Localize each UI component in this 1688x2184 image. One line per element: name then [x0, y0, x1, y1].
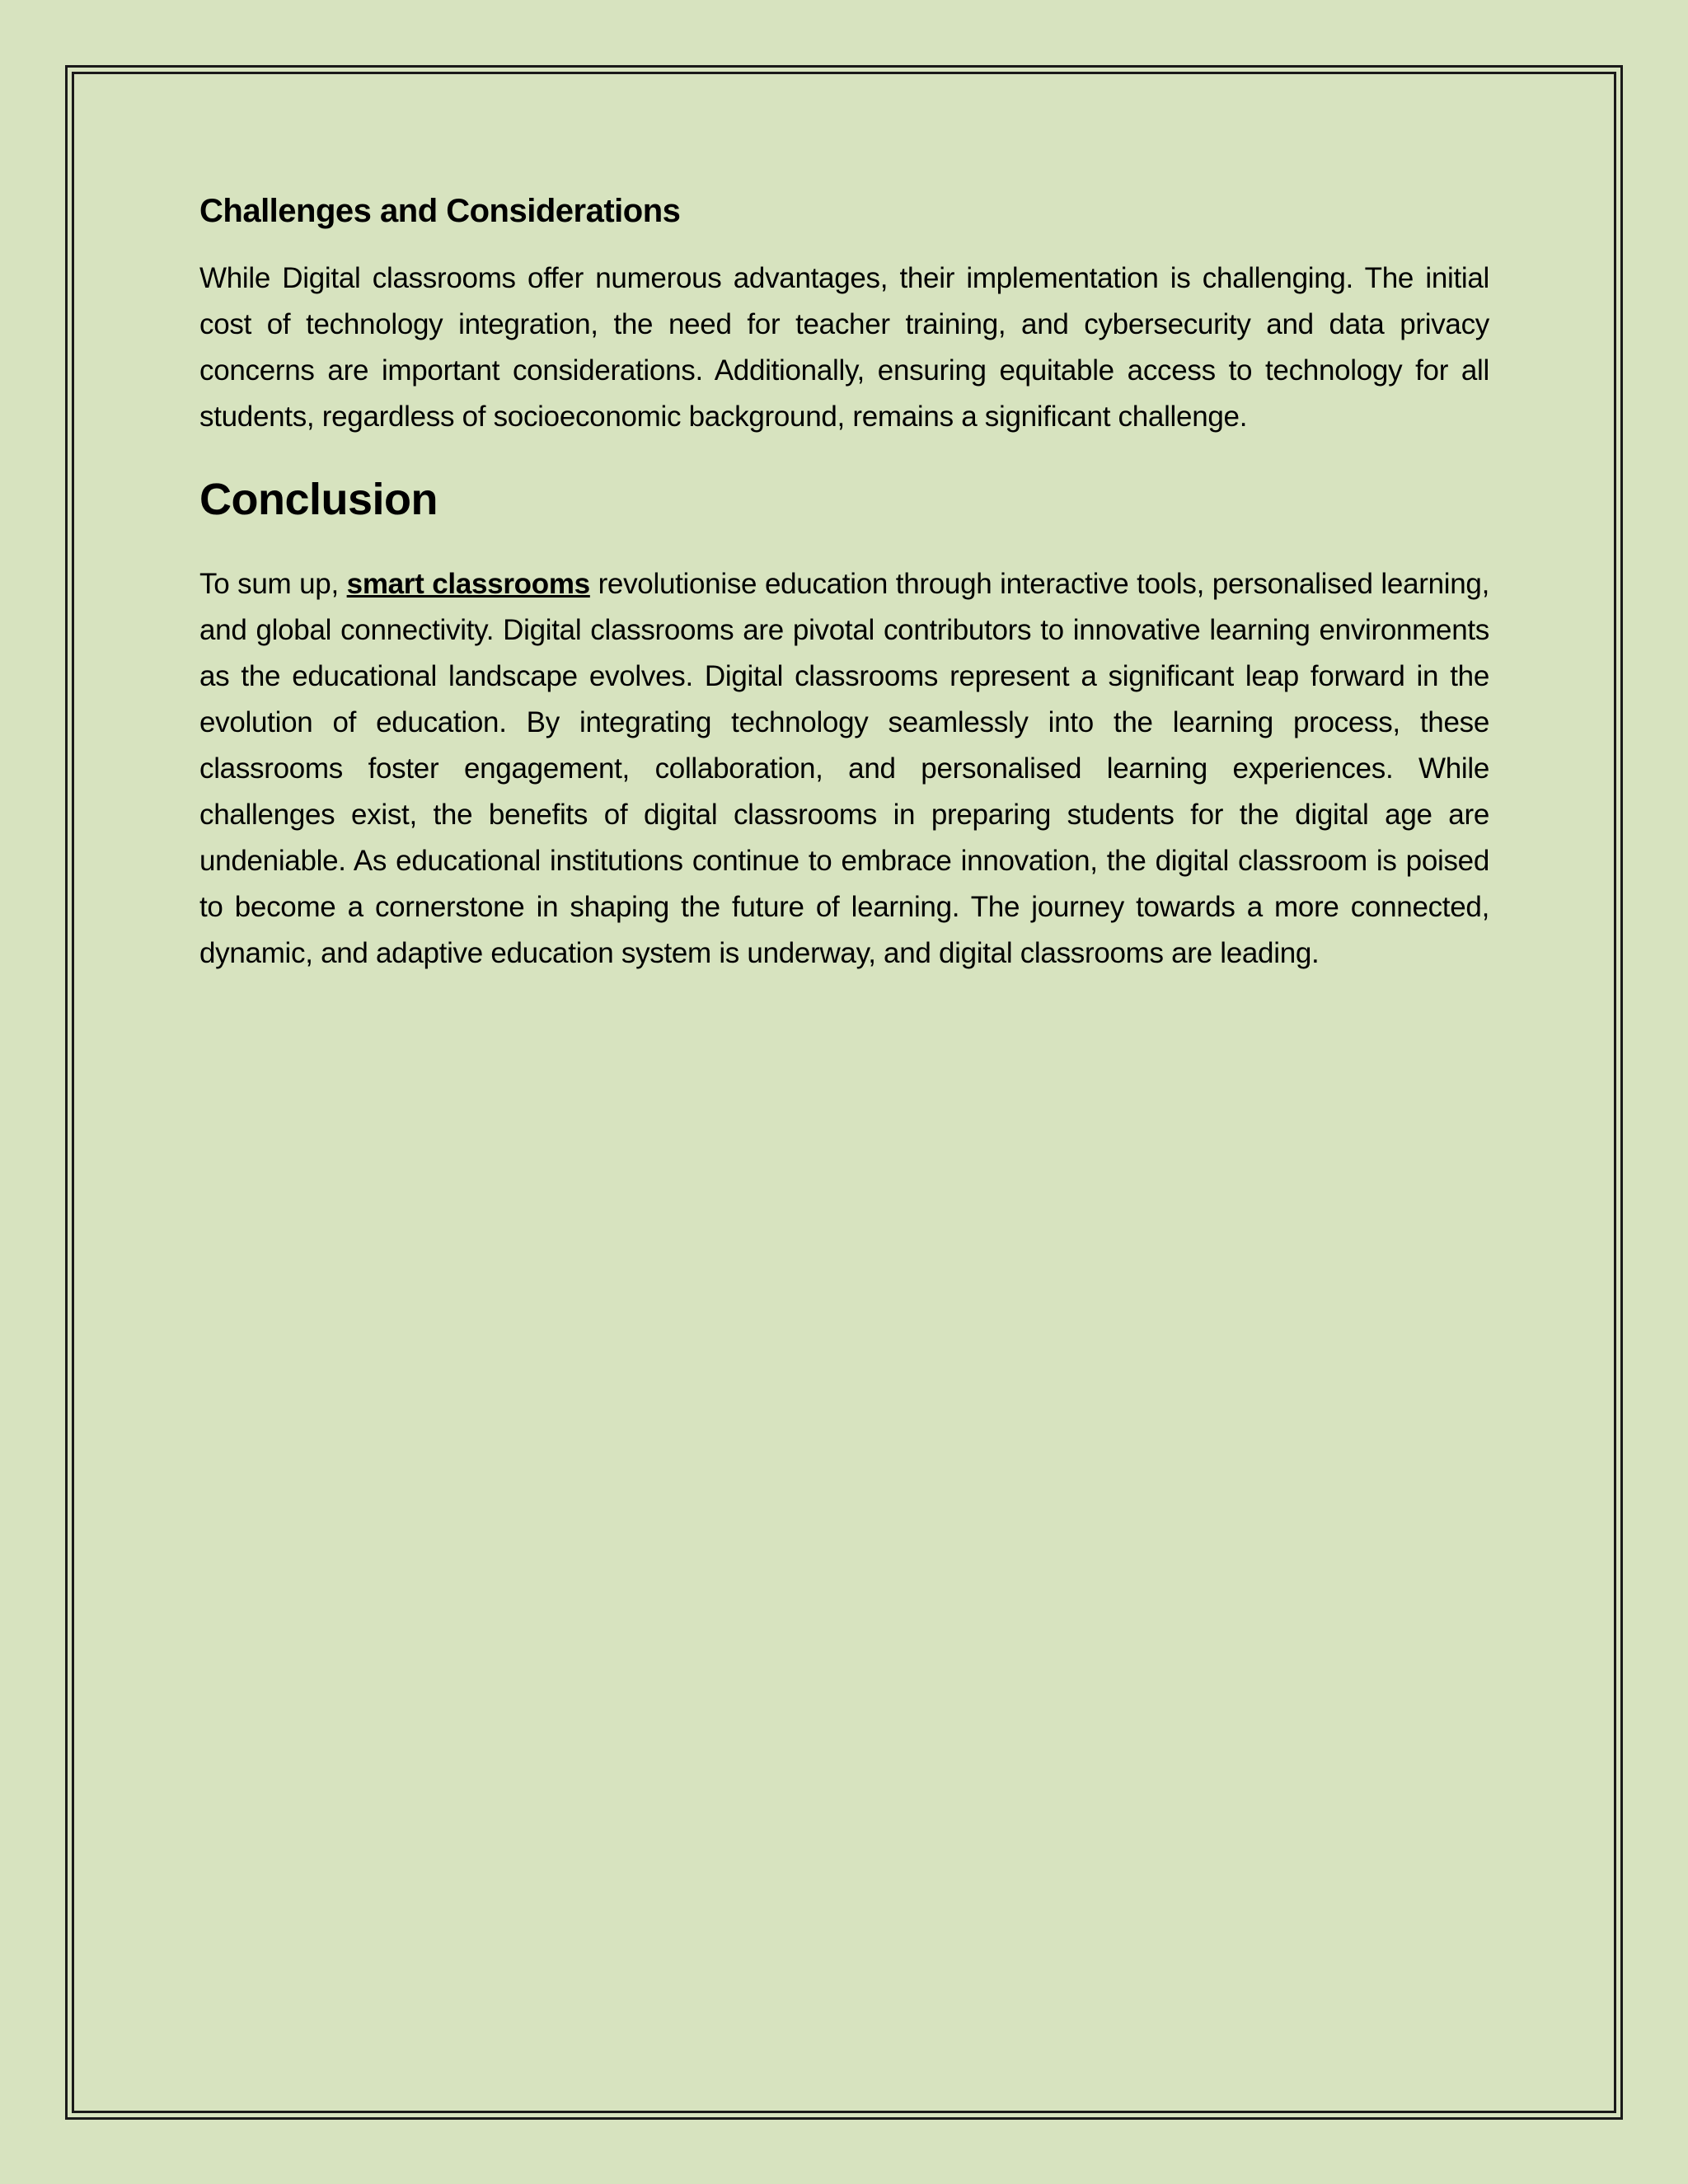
smart-classrooms-link[interactable]: smart classrooms: [346, 567, 590, 600]
conclusion-intro-text: To sum up,: [199, 567, 347, 600]
document-body: [199, 190, 1489, 977]
challenges-paragraph: While Digital classrooms offer numerous advantages, their implementation is challenging. The initial cost of technology integration, the need for teacher training, and cybersecurity and data privacy concerns are important considerations. Additionally, ensuring equitable access to technology for all students, regardless of socioeconomic background, remains a significant challenge.: [199, 262, 1489, 433]
conclusion-paragraph: [199, 561, 1489, 977]
challenges-heading: Challenges and Considerations: [199, 193, 681, 229]
conclusion-body-text: revolutionise education through interactive tools, personalised learning, and global connectivity. Digital classrooms are pivotal contributors to innovative learning environments as the educational landscape evolves. Digital classrooms represent a significant leap forward in the evolution of education. By integrating technology seamlessly into the learning process, these classrooms foster engagement, collaboration, and personalised learning experiences. While challenges exist, the benefits of digital classrooms in preparing students for the digital age are undeniable. As educational institutions continue to embrace innovation, the digital classroom is poised to become a cornerstone in shaping the future of learning. The journey towards a more connected, dynamic, and adaptive education system is underway, and digital classrooms are leading.: [199, 567, 1489, 969]
conclusion-heading: Conclusion: [199, 475, 438, 524]
